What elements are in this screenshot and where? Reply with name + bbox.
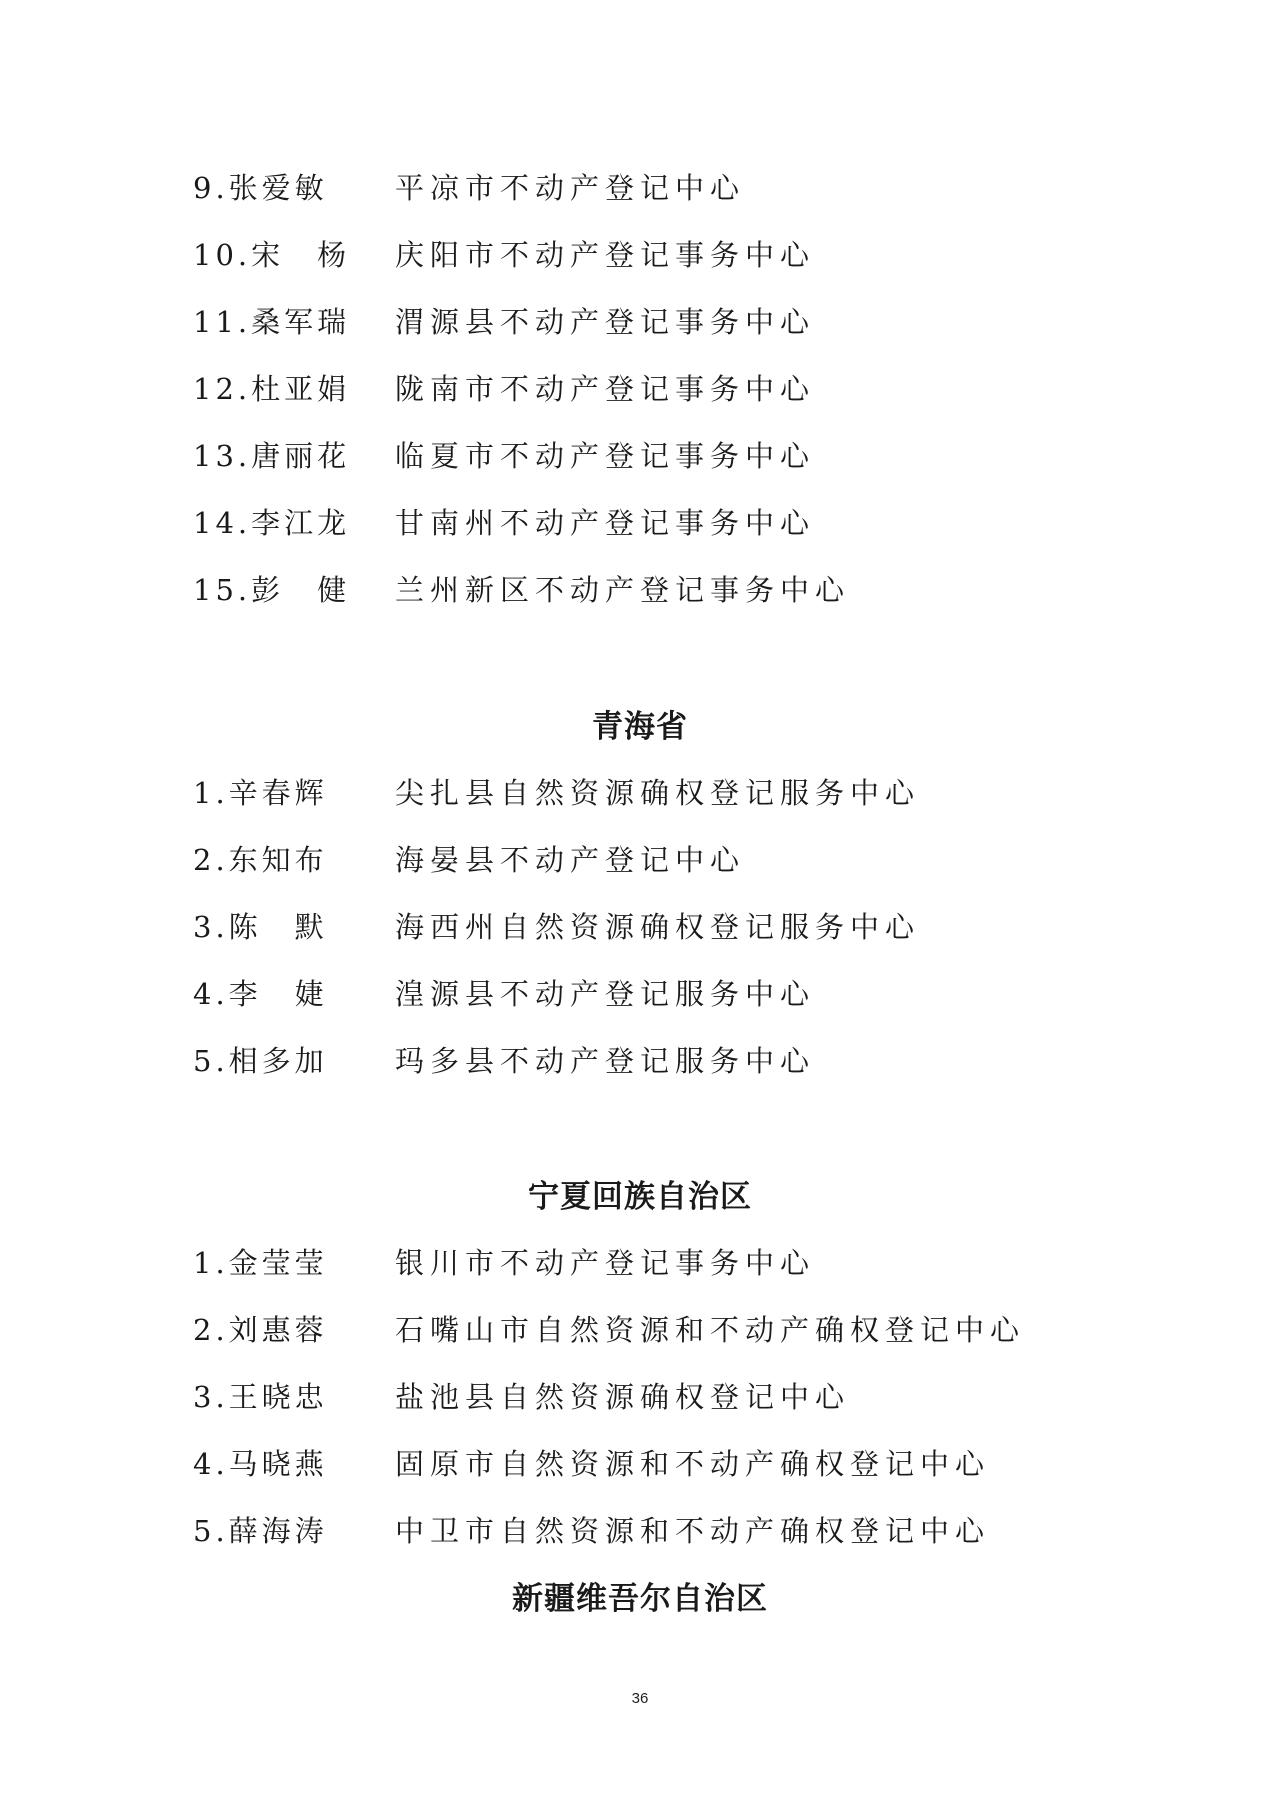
list-item xyxy=(0,771,1280,815)
person-name: 10.宋 杨 xyxy=(193,238,351,272)
list-item xyxy=(0,233,1280,277)
list-item xyxy=(0,300,1280,344)
list-item xyxy=(0,434,1280,478)
list-item xyxy=(0,838,1280,882)
organization: 盐池县自然资源确权登记中心 xyxy=(395,1380,851,1414)
list-item xyxy=(0,568,1280,612)
section-heading: 宁夏回族自治区 xyxy=(528,1179,752,1215)
person-name: 2.东知布 xyxy=(193,843,328,877)
list-item xyxy=(0,1509,1280,1553)
organization: 陇南市不动产登记事务中心 xyxy=(395,372,816,406)
organization: 尖扎县自然资源确权登记服务中心 xyxy=(395,776,921,810)
organization: 海西州自然资源确权登记服务中心 xyxy=(395,910,921,944)
list-item xyxy=(0,166,1280,210)
person-name: 1.辛春辉 xyxy=(193,776,328,810)
person-name: 4.马晓燕 xyxy=(193,1447,328,1481)
section-heading: 新疆维吾尔自治区 xyxy=(512,1581,768,1617)
list-item xyxy=(0,972,1280,1016)
person-name: 13.唐丽花 xyxy=(193,439,351,473)
person-name: 12.杜亚娟 xyxy=(193,372,351,406)
person-name: 2.刘惠蓉 xyxy=(193,1313,328,1347)
person-name: 5.相多加 xyxy=(193,1044,328,1078)
organization: 银川市不动产登记事务中心 xyxy=(395,1246,816,1280)
organization: 甘南州不动产登记事务中心 xyxy=(395,506,816,540)
organization: 固原市自然资源和不动产确权登记中心 xyxy=(395,1447,991,1481)
organization: 庆阳市不动产登记事务中心 xyxy=(395,238,816,272)
organization: 临夏市不动产登记事务中心 xyxy=(395,439,816,473)
person-name: 3.陈 默 xyxy=(193,910,328,944)
list-item xyxy=(0,1442,1280,1486)
list-item xyxy=(0,905,1280,949)
list-item xyxy=(0,1375,1280,1419)
person-name: 3.王晓忠 xyxy=(193,1380,328,1414)
list-item xyxy=(0,1308,1280,1352)
list-item xyxy=(0,501,1280,545)
organization: 兰州新区不动产登记事务中心 xyxy=(395,573,851,607)
organization: 平凉市不动产登记中心 xyxy=(395,171,746,205)
organization: 渭源县不动产登记事务中心 xyxy=(395,305,816,339)
page-number: 36 xyxy=(631,1690,649,1707)
person-name: 4.李 婕 xyxy=(193,977,328,1011)
list-item xyxy=(0,1039,1280,1083)
section-heading: 青海省 xyxy=(592,709,688,745)
organization: 石嘴山市自然资源和不动产确权登记中心 xyxy=(395,1313,1026,1347)
organization: 中卫市自然资源和不动产确权登记中心 xyxy=(395,1514,991,1548)
person-name: 11.桑军瑞 xyxy=(193,305,351,339)
list-item xyxy=(0,367,1280,411)
person-name: 1.金莹莹 xyxy=(193,1246,328,1280)
person-name: 5.薛海涛 xyxy=(193,1514,328,1548)
list-item xyxy=(0,1241,1280,1285)
organization: 海晏县不动产登记中心 xyxy=(395,843,746,877)
organization: 玛多县不动产登记服务中心 xyxy=(395,1044,816,1078)
person-name: 9.张爱敏 xyxy=(193,171,328,205)
organization: 湟源县不动产登记服务中心 xyxy=(395,977,816,1011)
person-name: 15.彭 健 xyxy=(193,573,351,607)
person-name: 14.李江龙 xyxy=(193,506,351,540)
